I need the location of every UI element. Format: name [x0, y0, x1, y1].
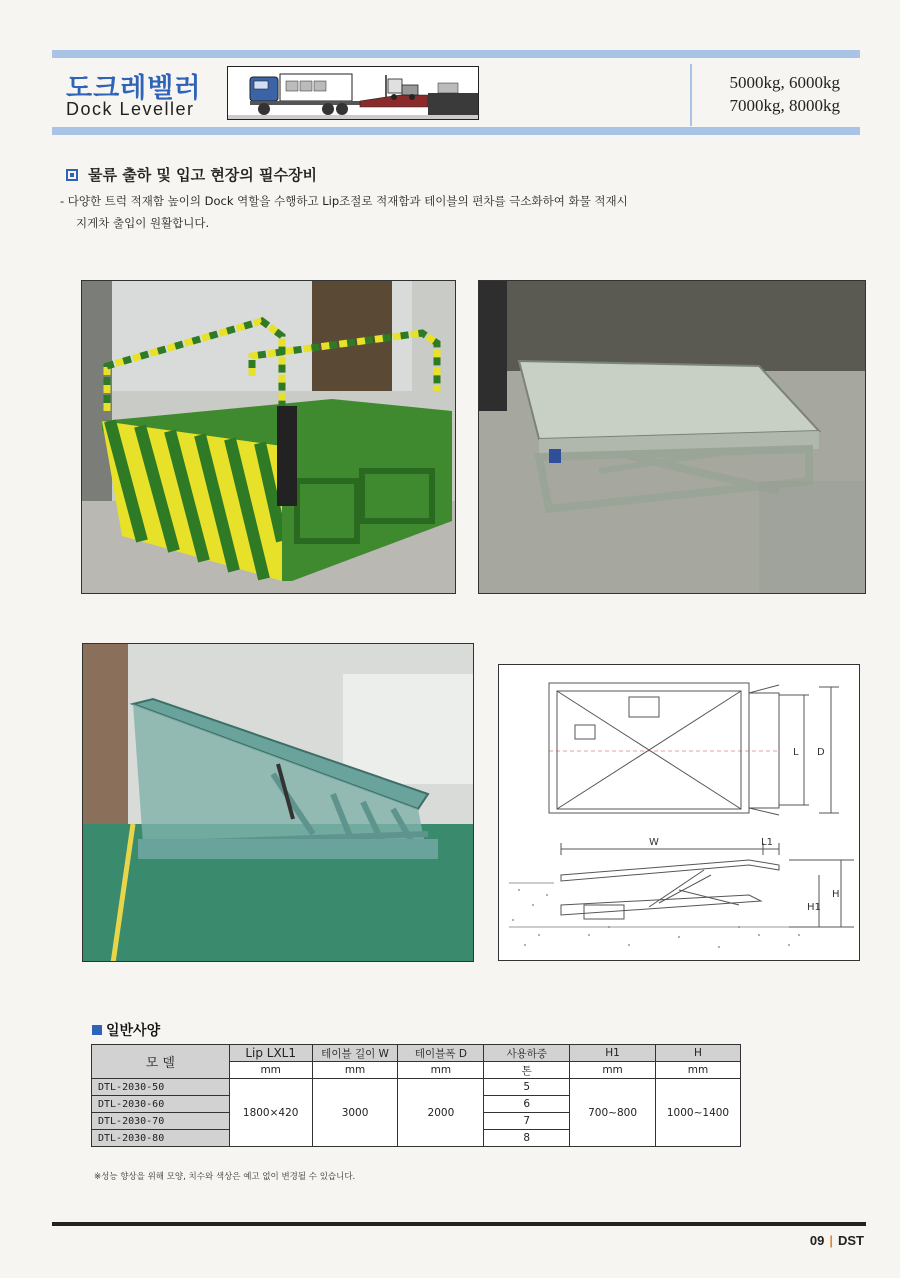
- footer-line: [52, 1222, 866, 1226]
- header-lip: Lip LXL1: [229, 1045, 312, 1062]
- unit-table-length: mm: [312, 1062, 398, 1079]
- table-length-value: 3000: [312, 1079, 398, 1147]
- header-divider: [690, 64, 692, 126]
- spec-note: ※성능 향상을 위해 모양, 치수와 색상은 예고 없이 변경될 수 있습니다.: [94, 1172, 356, 1182]
- header-table-width: 테이블폭 D: [398, 1045, 484, 1062]
- dim-label-w: W: [649, 837, 659, 848]
- blue-square-bullet-icon: [92, 1025, 102, 1035]
- dim-label-h1: H1: [807, 902, 821, 913]
- table-header-row: [92, 1045, 741, 1062]
- model-cell: DTL-2030-50: [92, 1079, 230, 1096]
- brand-name: DST: [838, 1233, 864, 1248]
- page-number: [810, 1233, 864, 1248]
- lip-value: 1800×420: [229, 1079, 312, 1147]
- truck-illustration: [227, 66, 479, 120]
- load-cell: 6: [484, 1096, 570, 1113]
- section-heading: [66, 164, 317, 185]
- photo-dock-leveller-guardrail: [81, 280, 456, 594]
- header-top-bar: [52, 50, 860, 58]
- h-value: 1000~1400: [656, 1079, 741, 1147]
- section-heading-text: 물류 출하 및 입고 현장의 필수장비: [88, 166, 317, 184]
- capacity-line-1: 5000kg, 6000kg: [729, 73, 840, 92]
- unit-h1: mm: [570, 1062, 656, 1079]
- unit-h: mm: [656, 1062, 741, 1079]
- header-bottom-bar: [52, 127, 860, 135]
- spec-heading: [92, 1020, 160, 1040]
- model-cell: DTL-2030-80: [92, 1130, 230, 1147]
- page-title-english: Dock Leveller: [66, 99, 195, 119]
- model-cell: DTL-2030-60: [92, 1096, 230, 1113]
- header-table-length: 테이블 길이 W: [312, 1045, 398, 1062]
- description-line-1: - 다양한 트럭 적재함 높이의 Dock 역할을 수행하고 Lip조절로 적재함과 테이블의 편차를 극소화하여 화물 적재시: [60, 194, 628, 208]
- page-title-korean: 도크레벨러: [66, 73, 202, 104]
- page-separator: |: [829, 1233, 833, 1248]
- section-description: [60, 190, 710, 234]
- technical-drawing: [498, 664, 860, 961]
- header-h: H: [656, 1045, 741, 1062]
- load-cell: 8: [484, 1130, 570, 1147]
- load-cell: 5: [484, 1079, 570, 1096]
- unit-lip: mm: [229, 1062, 312, 1079]
- dim-label-l: L: [793, 747, 799, 758]
- page-number-value: 09: [809, 1233, 825, 1248]
- header-load: 사용하중: [484, 1045, 570, 1062]
- description-line-2: 지게차 출입이 원활합니다.: [76, 216, 210, 230]
- dim-label-l1: L1: [761, 837, 773, 848]
- header-h1: H1: [570, 1045, 656, 1062]
- spec-heading-text: 일반사양: [106, 1023, 161, 1039]
- table-width-value: 2000: [398, 1079, 484, 1147]
- spec-table: [91, 1044, 741, 1147]
- capacity-line-2: 7000kg, 8000kg: [729, 96, 840, 115]
- photo-dock-leveller-factory: [478, 280, 866, 594]
- unit-table-width: mm: [398, 1062, 484, 1079]
- load-cell: 7: [484, 1113, 570, 1130]
- dim-label-d: D: [817, 747, 825, 758]
- h1-value: 700~800: [570, 1079, 656, 1147]
- dim-label-h: H: [832, 889, 840, 900]
- model-cell: DTL-2030-70: [92, 1113, 230, 1130]
- table-row: [92, 1079, 741, 1096]
- photo-dock-leveller-raised: [82, 643, 474, 962]
- header-model: 모 델: [92, 1045, 230, 1079]
- unit-load: 톤: [484, 1062, 570, 1079]
- square-bullet-icon: [66, 169, 78, 181]
